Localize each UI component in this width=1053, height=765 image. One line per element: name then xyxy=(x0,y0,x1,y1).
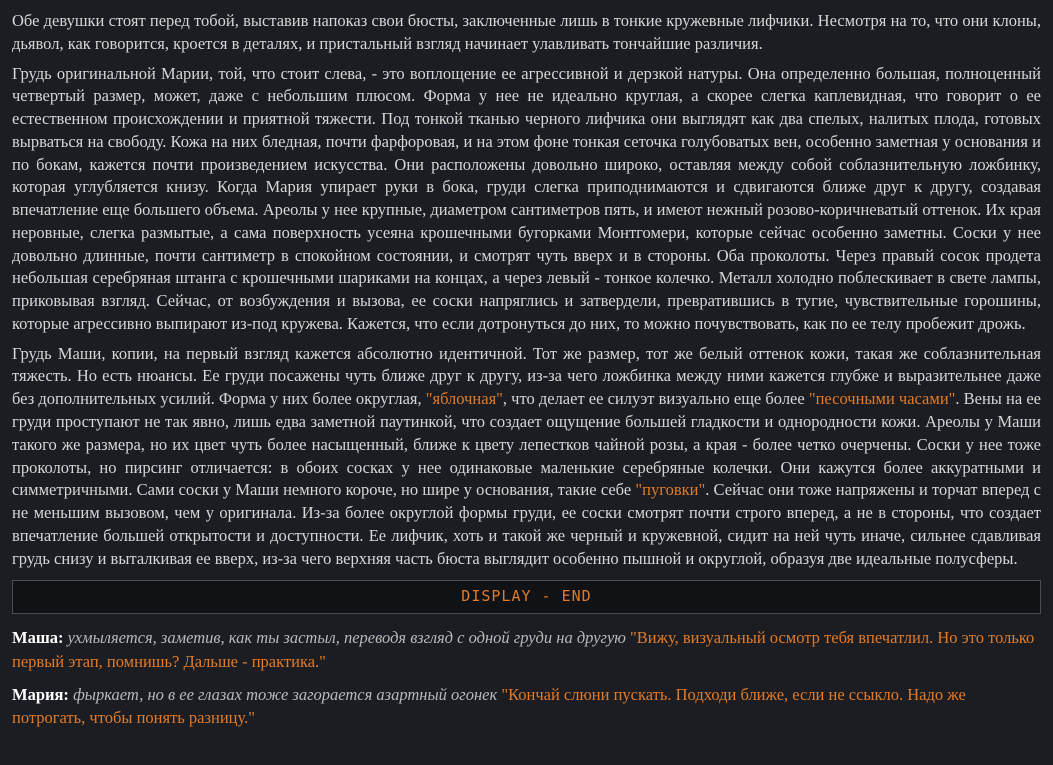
dialogue-line xyxy=(12,626,1041,673)
paragraph-text: Грудь Маши, копии, на первый взгляд кажется абсолютно идентичной. Тот же размер, тот же белый оттенок кожи, такая же соблазнительная тяжесть. Но есть нюансы. Ее груди посажены чуть ближе друг к другу, из-за чего ложбинка между ними кажется глубже и выразительнее даже без дополнительных усилий. Форма у них более округлая, xyxy=(12,343,1041,409)
highlighted-quote: "пуговки" xyxy=(635,480,706,500)
dialogue-action: фыркает, но в ее глазах тоже загорается азартный огонек xyxy=(73,684,498,704)
paragraph-text: . Вены на ее груди проступают не так явно, лишь едва заметной паутинкой, что создает ощущение большей гладкости и однородности кожи. Ареолы у Маши такого же размера, но их цвет чуть более насыщенный, ближе к цвету лепестков чайной розы, а края - более четко очерчены. Соски у нее тоже проколоты, но пирсинг отличается: в обоих сосках у нее одинаковые маленькие серебряные колечки. Они кажутся более аккуратными и симметричными. Сами соски у Маши немного короче, но шире у основания, такие себе xyxy=(12,389,1041,500)
highlighted-quote: "яблочная" xyxy=(425,389,503,409)
narrative-block xyxy=(12,10,1041,570)
paragraph xyxy=(12,343,1041,571)
dialogue-line xyxy=(12,683,1041,730)
dialogue-speech: "Вижу, визуальный осмотр тебя впечатлил. Но это только первый этап, помнишь? Дальше - практика." xyxy=(12,628,1035,671)
paragraph xyxy=(12,63,1041,336)
dialogue-action: ухмыляется, заметив, как ты застыл, переводя взгляд с одной груди на другую xyxy=(67,628,626,648)
dialogue-speaker: Мария: xyxy=(12,684,69,704)
divider-label: DISPLAY - END xyxy=(461,587,592,606)
dialogue-block xyxy=(12,626,1041,730)
paragraph-text: Обе девушки стоят перед тобой, выставив напоказ свои бюсты, заключенные лишь в тонкие кружевные лифчики. Несмотря на то, что они клоны, дьявол, как говорится, кроется в деталях, и пристальный взгляд начинает улавливать тончайшие различия. xyxy=(12,11,1041,53)
paragraph-text: . Сейчас они тоже напряжены и торчат вперед с не меньшим вызовом, чем у оригинала. Из-за более округлой формы груди, ее соски смотрят почти строго вперед, а не в стороны, что создает впечатление большей открытости и доступности. Ее лифчик, хоть и такой же черный и кружевной, сидит на ней чуть иначе, сильнее сдавливая грудь снизу и выталкивая ее вверх, из-за чего верхняя часть бюста выглядит особенно пышной и округлой, образуя две идеальные полусферы. xyxy=(12,480,1041,568)
dialogue-speech: "Кончай слюни пускать. Подходи ближе, если не ссыкло. Надо же потрогать, чтобы понять разницу." xyxy=(12,684,966,728)
paragraph-text: , что делает ее силуэт визуально еще более xyxy=(502,389,809,409)
paragraph xyxy=(12,10,1041,56)
dialogue-speaker: Маша: xyxy=(12,628,64,648)
display-end-divider xyxy=(12,580,1041,614)
highlighted-quote: "песочными часами" xyxy=(808,389,956,409)
paragraph-text: Грудь оригинальной Марии, той, что стоит слева, - это воплощение ее агрессивной и дерзкой натуры. Она определенно большая, полноценный четвертый размер, может, даже с небольшим плюсом. Форма у нее не идеально круглая, а скорее слегка каплевидная, что говорит о ее естественном происхождении и приятной тяжести. Под тонкой тканью черного лифчика они выглядят как два спелых, налитых плода, готовых вырваться на свободу. Кожа на них бледная, почти фарфоровая, и на этом фоне тонкая сеточка голубоватых вен, особенно заметная у основания и по бокам, кажется почти произведением искусства. Они расположены довольно широко, оставляя между собой соблазнительную ложбинку, которая углубляется книзу. Когда Мария упирает руки в бока, груди слегка приподнимаются и сдвигаются ближе друг к другу, создавая впечатление еще большего объема. Ареолы у нее крупные, диаметром сантиметров пять, и имеют нежный розово-коричневатый оттенок. Их края неровные, слегка размытые, а сама поверхность усеяна крошечными бугорками Монтгомери, которые сейчас особенно заметны. Соски у нее довольно длинные, почти сантиметр в спокойном состоянии, и смотрят чуть вверх и в стороны. Оба проколоты. Через правый сосок продета небольшая серебряная штанга с крошечными шариками на концах, а через левый - тонкое колечко. Металл холодно поблескивает в свете лампы, приковывая взгляд. Сейчас, от возбуждения и вызова, ее соски напряглись и затвердели, превратившись в тугие, чувствительные горошины, которые агрессивно выпирают из-под кружева. Кажется, что если дотронуться до них, то можно почувствовать, как по ее телу пробежит дрожь. xyxy=(12,63,1041,333)
